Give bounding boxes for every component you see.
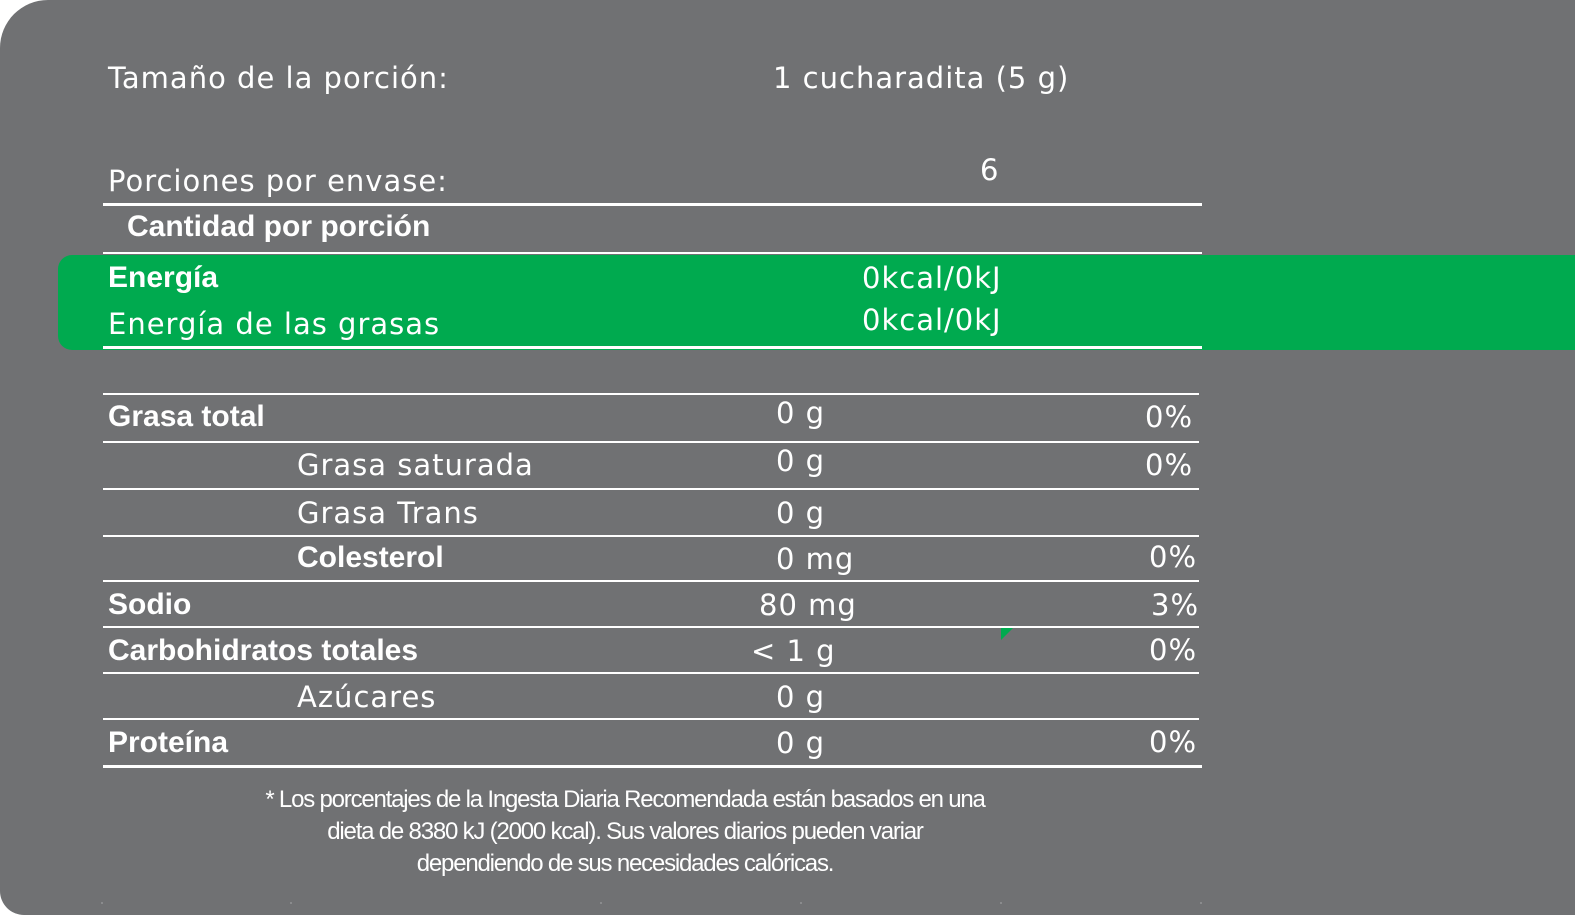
- divider: [103, 252, 1202, 254]
- nutrient-label: Grasa saturada: [297, 448, 534, 482]
- nutrient-amount: 0 g: [776, 680, 826, 714]
- nutrient-label: Carbohidratos totales: [108, 634, 419, 667]
- energy-from-fat-label: Energía de las grasas: [108, 307, 441, 341]
- nutrient-daily-value: 3%: [1151, 588, 1200, 622]
- nutrient-label: Proteína: [108, 726, 229, 759]
- crop-mark: [800, 902, 802, 904]
- footnote-line: * Los porcentajes de la Ingesta Diaria Recomendada están basados en una: [265, 786, 985, 813]
- divider: [103, 765, 1202, 768]
- nutrient-daily-value: 0%: [1149, 540, 1198, 574]
- divider: [103, 535, 1199, 537]
- nutrient-label: Grasa total: [108, 400, 265, 433]
- nutrient-daily-value: 0%: [1149, 725, 1198, 759]
- nutrient-daily-value: 0%: [1145, 448, 1194, 482]
- crop-mark: [1200, 902, 1202, 904]
- nutrient-amount: 0 g: [776, 496, 826, 530]
- crop-mark: [600, 902, 602, 904]
- amount-per-serving-header: Cantidad por porción: [127, 210, 431, 243]
- servings-per-container-value: 6: [980, 153, 1000, 187]
- nutrient-label: Sodio: [108, 588, 192, 621]
- nutrient-amount: 80 mg: [759, 588, 857, 622]
- nutrient-amount: 0 g: [776, 444, 826, 478]
- nutrient-label: Azúcares: [297, 680, 437, 714]
- divider: [103, 393, 1199, 395]
- serving-size-value: 1 cucharadita (5 g): [773, 61, 1070, 95]
- nutrient-daily-value: 0%: [1145, 400, 1194, 434]
- footnote: [200, 784, 1050, 880]
- divider: [103, 203, 1202, 206]
- green-corner-mark: [1001, 628, 1013, 640]
- energy-label: Energía: [108, 261, 219, 294]
- servings-per-container-label: Porciones por envase:: [108, 164, 448, 198]
- divider: [103, 580, 1199, 582]
- nutrient-amount: < 1 g: [751, 634, 836, 668]
- divider: [103, 441, 1199, 443]
- footnote-line: dieta de 8380 kJ (2000 kcal). Sus valores diarios pueden variar: [327, 818, 923, 845]
- nutrient-amount: 0 g: [776, 396, 826, 430]
- divider: [103, 346, 1202, 349]
- nutrient-label: Grasa Trans: [297, 496, 479, 530]
- divider: [103, 626, 1199, 628]
- crop-mark: [101, 902, 103, 904]
- nutrient-label: Colesterol: [297, 541, 444, 574]
- nutrient-amount: 0 mg: [776, 542, 855, 576]
- serving-size-label: Tamaño de la porción:: [108, 61, 449, 95]
- divider: [103, 718, 1199, 720]
- crop-mark: [1000, 902, 1002, 904]
- energy-value: 0kcal/0kJ: [862, 261, 1002, 295]
- nutrient-daily-value: 0%: [1149, 633, 1198, 667]
- divider: [103, 488, 1199, 490]
- footnote-line: dependiendo de sus necesidades calóricas.: [416, 850, 834, 877]
- crop-mark: [290, 902, 292, 904]
- nutrient-amount: 0 g: [776, 726, 826, 760]
- energy-from-fat-value: 0kcal/0kJ: [862, 303, 1002, 337]
- divider: [103, 672, 1199, 674]
